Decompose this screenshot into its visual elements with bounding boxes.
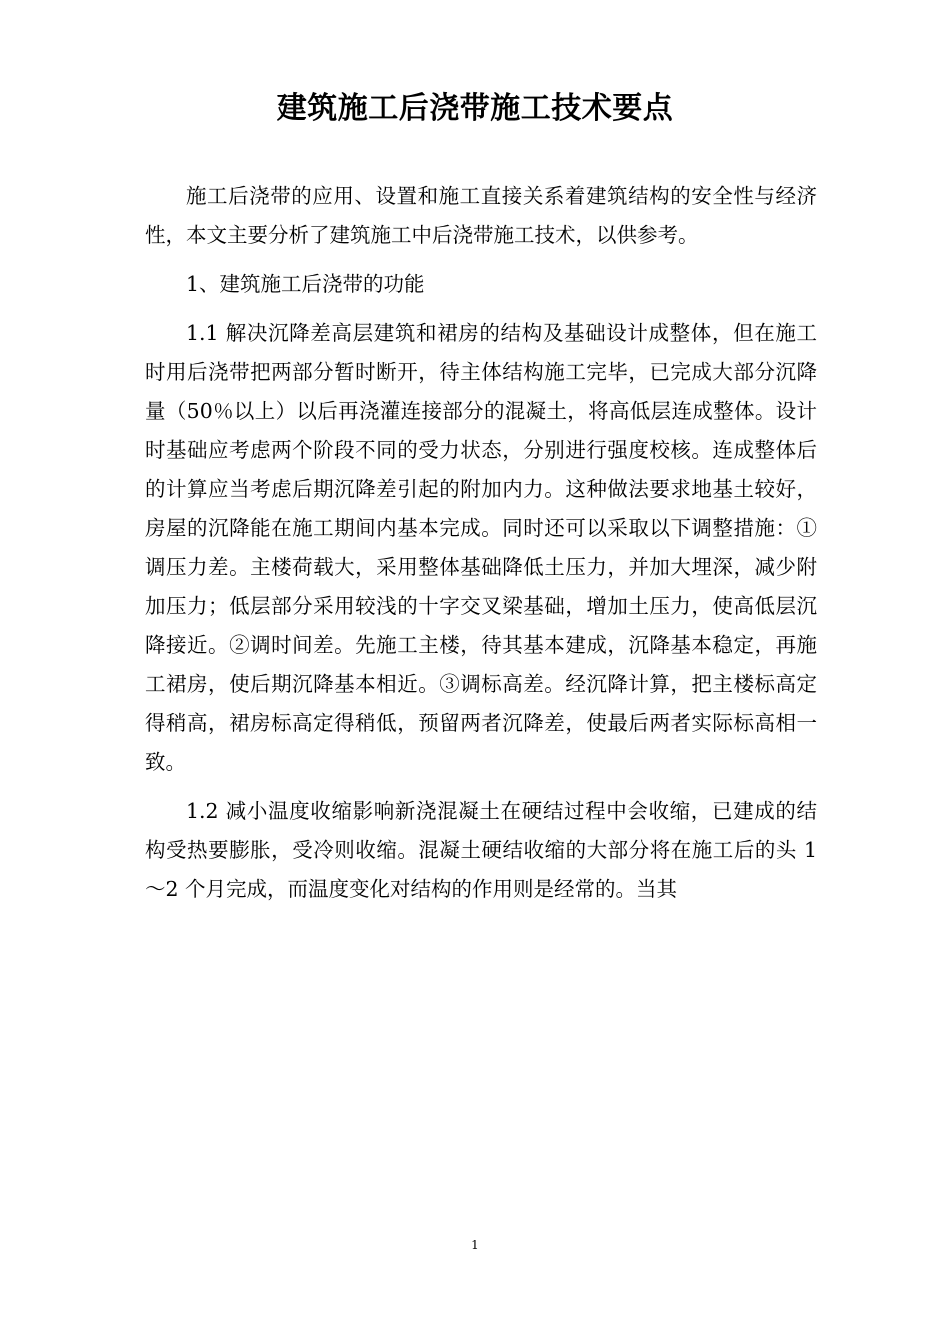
paragraph-1-2: 1.2 减小温度收缩影响新浇混凝土在硬结过程中会收缩，已建成的结构受热要膨胀，受冷则收缩。混凝土硬结收缩的大部分将在施工后的头 1～2 个月完成，而温度变化对结构的作用则是经常的。当其 (145, 799, 817, 901)
paragraph-intro: 施工后浇带的应用、设置和施工直接关系着建筑结构的安全性与经济性，本文主要分析了建筑施工中后浇带施工技术，以供参考。 (145, 184, 817, 247)
paragraph-1-1: 1.1 解决沉降差高层建筑和裙房的结构及基础设计成整体，但在施工时用后浇带把两部分暂时断开，待主体结构施工完毕，已完成大部分沉降量（50％以上）以后再浇灌连接部分的混凝土，将高低层连成整体。设计时基础应考虑两个阶段不同的受力状态，分别进行强度校核。连成整体后的计算应当考虑后期沉降差引起的附加内力。这种做法要求地基土较好，房屋的沉降能在施工期间内基本完成。同时还可以采取以下调整措施：①调压力差。主楼荷载大，采用整体基础降低土压力，并加大埋深，减少附加压力；低层部分采用较浅的十字交叉梁基础，增加土压力，使高低层沉降接近。②调时间差。先施工主楼，待其基本建成，沉降基本稳定，再施工裙房，使后期沉降基本相近。③调标高差。经沉降计算，把主楼标高定得稍高，裙房标高定得稍低，预留两者沉降差，使最后两者实际标高相一致。 (145, 321, 817, 774)
document-body (145, 177, 817, 919)
page-number: 1 (471, 1238, 479, 1252)
document-title: 建筑施工后浇带施工技术要点 (276, 91, 674, 126)
section-heading-1: 1、建筑施工后浇带的功能 (186, 272, 425, 296)
